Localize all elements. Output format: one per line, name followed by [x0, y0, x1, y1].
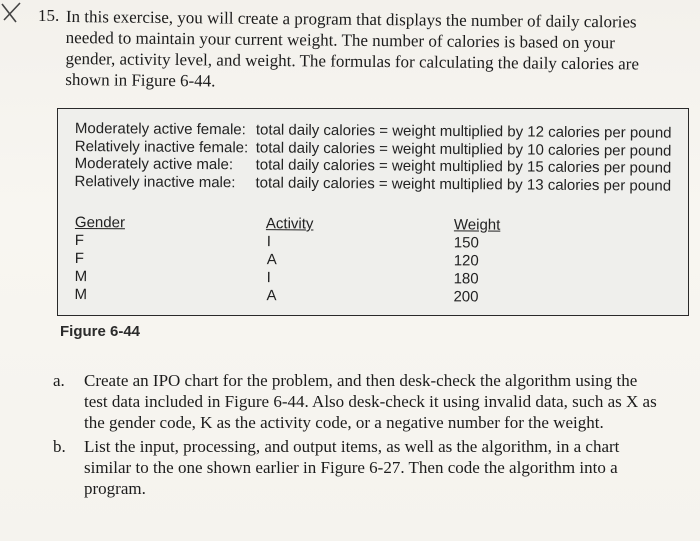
item-line: similar to the one shown earlier in Figure 6-27. Then code the algorithm into a — [84, 458, 618, 477]
formula-text: total daily calories = weight multiplied by 13 calories per pound — [255, 173, 672, 195]
intro-line: needed to maintain your current weight. The number of calories is based on your — [65, 27, 615, 53]
intro-line: gender, activity level, and weight. The formulas for calculating the daily calories are — [65, 48, 640, 74]
gender-cell: F — [74, 231, 85, 250]
item-text — [84, 436, 684, 499]
activity-cell: A — [266, 287, 277, 305]
test-data-table — [74, 213, 515, 306]
weight-header: Weight — [453, 216, 501, 234]
exercise-intro — [65, 6, 666, 96]
weight-column — [453, 215, 500, 306]
gender-column — [74, 213, 125, 304]
item-line: List the input, processing, and output items, as well as the algorithm, in a chart — [84, 437, 620, 456]
intro-line: In this exercise, you will create a program that displays the number of daily calories — [65, 6, 637, 32]
activity-column — [265, 214, 313, 305]
item-letter: b. — [53, 437, 66, 456]
item-line: program. — [84, 479, 146, 498]
activity-header: Activity — [265, 215, 314, 233]
checkmark-icon — [0, 0, 30, 30]
weight-cell: 120 — [453, 252, 479, 270]
item-text — [84, 370, 684, 433]
activity-cell: A — [266, 251, 277, 269]
gender-cell: M — [74, 267, 88, 286]
formula-label: Moderately active male: — [74, 154, 234, 174]
gender-header: Gender — [74, 213, 126, 232]
activity-cell: I — [266, 269, 271, 287]
formula-text: total daily calories = weight multiplied by 12 calories per pound — [255, 121, 672, 142]
weight-cell: 150 — [453, 234, 479, 252]
item-line: Create an IPO chart for the problem, and then desk-check the algorithm using the — [84, 371, 638, 390]
formula-text: total daily calories = weight multiplied by 15 calories per pound — [255, 156, 672, 177]
gender-cell: F — [74, 249, 84, 268]
intro-line: shown in Figure 6-44. — [65, 69, 216, 91]
formula-text: total daily calories = weight multiplied by 10 calories per pound — [255, 138, 672, 160]
formula-list — [74, 120, 683, 195]
gender-cell: M — [74, 285, 88, 304]
weight-cell: 200 — [453, 288, 479, 306]
item-line: test data included in Figure 6-44. Also desk-check it using invalid data, such as X as — [84, 392, 657, 411]
figure-caption: Figure 6-44 — [60, 323, 141, 340]
formula-label: Moderately active female: — [74, 120, 246, 139]
item-line: the gender code, K as the activity code, or a negative number for the weight. — [84, 413, 604, 432]
item-letter: a. — [53, 371, 65, 390]
formula-row — [74, 172, 682, 194]
formula-label: Relatively inactive female: — [74, 137, 249, 156]
activity-cell: I — [266, 233, 272, 251]
exercise-number: 15. — [38, 6, 60, 25]
figure-box — [57, 108, 689, 316]
weight-cell: 180 — [453, 270, 479, 288]
formula-label: Relatively inactive male: — [74, 172, 236, 191]
